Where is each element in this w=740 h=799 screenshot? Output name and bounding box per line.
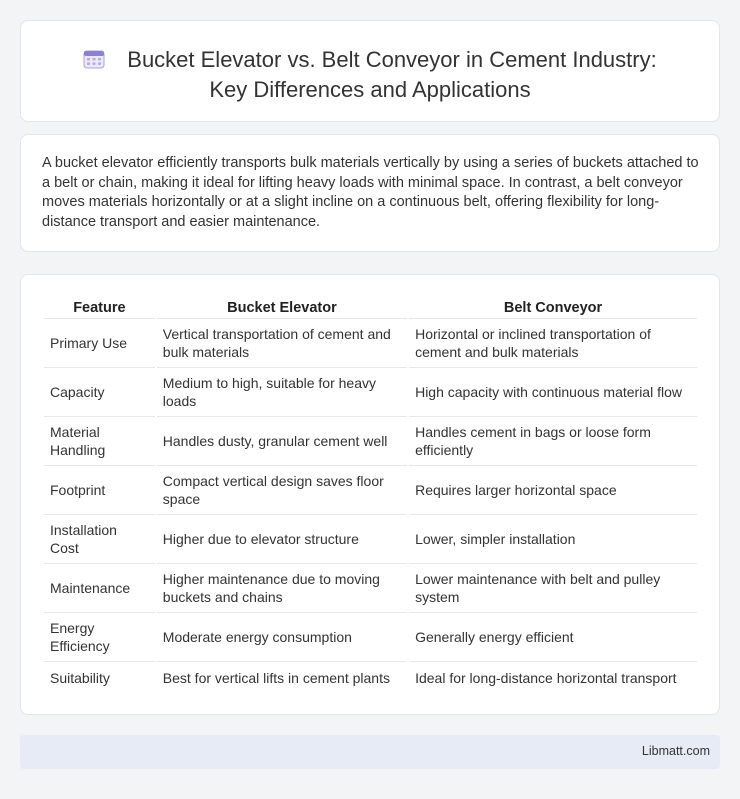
table-row xyxy=(44,662,697,693)
belt-conveyor-cell: Ideal for long-distance horizontal transport xyxy=(415,669,677,686)
title-line-1: Bucket Elevator vs. Belt Conveyor in Cement Industry: xyxy=(127,47,657,72)
bucket-elevator-cell: Medium to high, suitable for heavy loads xyxy=(157,368,407,417)
intro-card xyxy=(20,134,720,252)
feature-cell: Primary Use xyxy=(44,319,155,368)
header-feature: Feature xyxy=(44,297,155,319)
footer-bar xyxy=(20,735,720,769)
bucket-elevator-cell: Moderate energy consumption xyxy=(157,613,407,662)
page-title xyxy=(21,45,719,105)
belt-conveyor-cell: Horizontal or inclined transportation of cement and bulk materials xyxy=(409,319,697,368)
bucket-elevator-cell: Higher due to elevator structure xyxy=(157,515,407,564)
feature-cell: Capacity xyxy=(44,368,155,417)
belt-conveyor-cell: Lower, simpler installation xyxy=(409,515,697,564)
feature-cell: Suitability xyxy=(50,669,110,686)
bucket-elevator-cell: Higher maintenance due to moving buckets and chains xyxy=(157,564,407,613)
table-header-row xyxy=(44,297,697,319)
header-bucket-elevator: Bucket Elevator xyxy=(157,297,407,319)
feature-cell: Maintenance xyxy=(44,564,155,613)
feature-cell: Material Handling xyxy=(44,417,155,466)
calendar-icon xyxy=(83,49,105,69)
title-card xyxy=(20,20,720,122)
belt-conveyor-cell: Handles cement in bags or loose form efficiently xyxy=(409,417,697,466)
table-row xyxy=(44,319,697,368)
belt-conveyor-cell: Lower maintenance with belt and pulley system xyxy=(409,564,697,613)
header-belt-conveyor: Belt Conveyor xyxy=(409,297,697,319)
table-row xyxy=(44,613,697,662)
feature-cell: Footprint xyxy=(44,466,155,515)
title-line-2: Key Differences and Applications xyxy=(209,77,531,102)
table-row xyxy=(44,564,697,613)
feature-cell: Energy Efficiency xyxy=(44,613,155,662)
feature-cell: Installation Cost xyxy=(44,515,155,564)
bucket-elevator-cell: Vertical transportation of cement and bulk materials xyxy=(157,319,407,368)
bucket-elevator-cell: Handles dusty, granular cement well xyxy=(157,417,407,466)
intro-paragraph: A bucket elevator efficiently transports bulk materials vertically by using a series of buckets attached to a belt or chain, making it ideal for lifting heavy loads with minimal space. In contrast, a belt conveyor moves materials horizontally or at a slight incline on a continuous belt, offering flexibility for long-distance transport and easier maintenance. xyxy=(42,155,699,230)
bucket-elevator-cell: Compact vertical design saves floor space xyxy=(157,466,407,515)
table-row xyxy=(44,515,697,564)
table-row xyxy=(44,466,697,515)
belt-conveyor-cell: Generally energy efficient xyxy=(409,613,697,662)
belt-conveyor-cell: High capacity with continuous material flow xyxy=(409,368,697,417)
comparison-table xyxy=(42,297,699,693)
table-row xyxy=(44,417,697,466)
footer-brand-link[interactable]: Libmatt.com xyxy=(641,744,710,758)
belt-conveyor-cell: Requires larger horizontal space xyxy=(409,466,697,515)
bucket-elevator-cell: Best for vertical lifts in cement plants xyxy=(162,669,390,686)
table-row xyxy=(44,368,697,417)
comparison-card xyxy=(20,274,720,715)
